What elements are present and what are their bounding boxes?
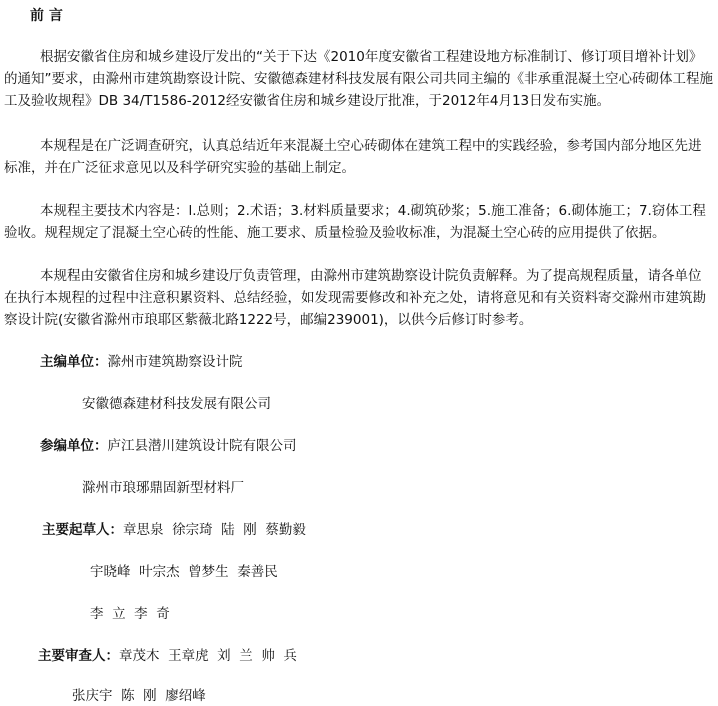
preface-heading: 前 言 [30,8,63,24]
reviewers-names-2: 张庆宇 陈 刚 廖绍峰 [72,688,206,704]
reviewers-row [38,646,297,666]
drafters-label: 主要起草人： [42,522,123,538]
co-editor-label: 参编单位： [40,438,108,454]
chief-editor-unit-1: 滁州市建筑勘察设计院 [107,354,243,370]
drafters-names-1: 章思泉 徐宗琦 陆 刚 蔡勤毅 [123,522,306,538]
co-editor-unit-2: 滁州市琅琊鼎固新型材料厂 [82,480,244,496]
drafters-names-3: 李 立 李 奇 [90,606,170,622]
reviewers-label: 主要审查人： [38,648,119,664]
chief-editor-unit-2: 安徽德森建材科技发展有限公司 [82,396,271,412]
chief-editor-label: 主编单位： [40,354,108,370]
paragraph-4: 本规程由安徽省住房和城乡建设厅负责管理，由滁州市建筑勘察设计院负责解释。为了提高规程质量，请各单位在执行本规程的过程中注意积累资料、总结经验，如发现需要修改和补充之处，请将意见和有关资料寄交滁州市建筑勘察设计院(安徽省滁州市琅耶区紫薇北路1222号，邮编239001)，以供今后修订时参考。 [4,268,706,328]
paragraph-3: 本规程主要技术内容是：l.总则；2.术语；3.材料质量要求；4.砌筑砂浆；5.施工准备；6.砌体施工；7.窃体工程验收。规程规定了混凝土空心砖的性能、施工要求、质量检验及验收标准，为混凝土空心砖的应用提供了依据。 [4,203,706,241]
co-editor-unit-1: 庐江县潜川建筑设计院有限公司 [107,438,297,454]
reviewers-names-1: 章茂木 王章虎 刘 兰 帅 兵 [119,648,297,664]
drafters-row [42,520,306,540]
co-editor-row [40,436,297,456]
paragraph-2: 本规程是在广泛调查研究，认真总结近年来混凝土空心砖砌体在建筑工程中的实践经验，参考国内部分地区先进标准，并在广泛征求意见以及科学研究实验的基础上制定。 [4,138,702,176]
drafters-names-2: 宇晓峰 叶宗杰 曾梦生 秦善民 [90,564,278,580]
chief-editor-row [40,352,243,372]
paragraph-1: 根据安徽省住房和城乡建设厅发出的“关于下达《2010年度安徽省工程建设地方标准制订、修订项目增补计划》的通知”要求，由滁州市建筑勘察设计院、安徽德森建材科技发展有限公司共同主编的《非承重混凝土空心砖砌体工程施工及验收规程》DB 34/T1586-2012经安徽省住房和城乡建设厅批准，于2012年4月13日发布实施。 [4,49,713,109]
